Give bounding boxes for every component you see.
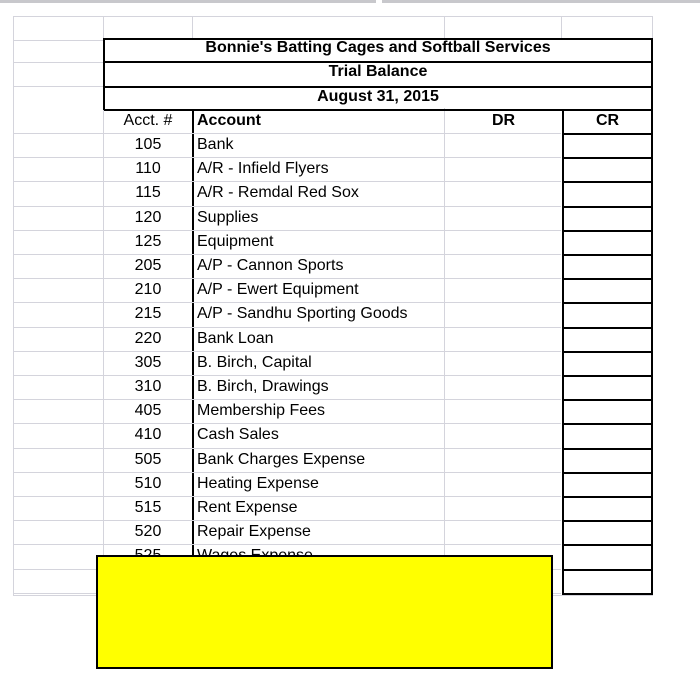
cr-cell-border bbox=[563, 206, 652, 208]
cr-cell-border bbox=[563, 230, 652, 232]
cr-cell-border bbox=[563, 448, 652, 450]
column-header-acct-no: Acct. # bbox=[123, 112, 173, 129]
cr-cell-border bbox=[563, 351, 652, 353]
cr-cell-border bbox=[563, 399, 652, 401]
account-name: Membership Fees bbox=[197, 402, 326, 419]
cr-cell-border bbox=[563, 375, 652, 377]
account-name: A/R - Remdal Red Sox bbox=[197, 184, 359, 201]
acct-number: 120 bbox=[134, 209, 162, 226]
column-header-dr: DR bbox=[491, 112, 516, 129]
report-date: August 31, 2015 bbox=[317, 88, 439, 105]
account-name: Supplies bbox=[197, 209, 259, 226]
acct-number: 515 bbox=[134, 499, 162, 516]
cr-cell-border bbox=[563, 423, 652, 425]
cr-cell-border bbox=[563, 593, 652, 595]
account-name: B. Birch, Drawings bbox=[197, 378, 329, 395]
cr-cell-border bbox=[563, 278, 652, 280]
acct-number: 220 bbox=[134, 330, 162, 347]
acct-number: 510 bbox=[134, 475, 162, 492]
cr-cell-border bbox=[563, 520, 652, 522]
acct-number: 205 bbox=[134, 257, 162, 274]
table-border bbox=[192, 110, 194, 596]
account-name: A/R - Infield Flyers bbox=[197, 160, 329, 177]
acct-number: 125 bbox=[134, 233, 162, 250]
account-name: Heating Expense bbox=[197, 475, 319, 492]
cr-cell-border bbox=[563, 133, 652, 135]
account-name: Equipment bbox=[197, 233, 274, 250]
account-name: Bank bbox=[197, 136, 234, 153]
yellow-redaction-box bbox=[96, 555, 553, 669]
acct-number: 115 bbox=[135, 184, 161, 201]
cr-cell-border bbox=[563, 157, 652, 159]
account-name: Bank Charges Expense bbox=[197, 451, 366, 468]
cr-cell-border bbox=[563, 302, 652, 304]
cr-cell-border bbox=[563, 496, 652, 498]
column-header-account: Account bbox=[197, 112, 261, 129]
acct-number: 520 bbox=[134, 523, 162, 540]
grid-line bbox=[13, 86, 103, 87]
cr-cell-border bbox=[563, 472, 652, 474]
account-name: Repair Expense bbox=[197, 523, 311, 540]
grid-line bbox=[13, 16, 14, 596]
grid-line bbox=[13, 62, 103, 63]
cr-cell-border bbox=[563, 327, 652, 329]
account-name: Cash Sales bbox=[197, 426, 279, 443]
acct-number: 310 bbox=[134, 378, 162, 395]
acct-number: 410 bbox=[134, 426, 162, 443]
cr-cell-border bbox=[563, 544, 652, 546]
account-name: A/P - Sandhu Sporting Goods bbox=[197, 305, 408, 322]
account-name: A/P - Ewert Equipment bbox=[197, 281, 359, 298]
account-name: Rent Expense bbox=[197, 499, 298, 516]
grid-line bbox=[13, 16, 653, 17]
account-name: A/P - Cannon Sports bbox=[197, 257, 344, 274]
acct-number: 305 bbox=[134, 354, 162, 371]
column-header-cr: CR bbox=[595, 112, 620, 129]
cr-cell-border bbox=[563, 254, 652, 256]
acct-number: 505 bbox=[134, 451, 162, 468]
acct-number: 405 bbox=[134, 402, 162, 419]
acct-number: 105 bbox=[134, 136, 162, 153]
top-strip bbox=[0, 0, 376, 3]
grid-line bbox=[13, 40, 103, 41]
acct-number: 210 bbox=[134, 281, 162, 298]
cr-cell-border bbox=[563, 569, 652, 571]
cr-cell-border bbox=[563, 181, 652, 183]
company-name: Bonnie's Batting Cages and Softball Services bbox=[205, 39, 551, 56]
acct-number: 215 bbox=[134, 305, 162, 322]
top-strip bbox=[382, 0, 700, 3]
account-name: Bank Loan bbox=[197, 330, 274, 347]
account-name: B. Birch, Capital bbox=[197, 354, 312, 371]
report-title: Trial Balance bbox=[328, 63, 428, 80]
acct-number: 110 bbox=[135, 160, 161, 177]
